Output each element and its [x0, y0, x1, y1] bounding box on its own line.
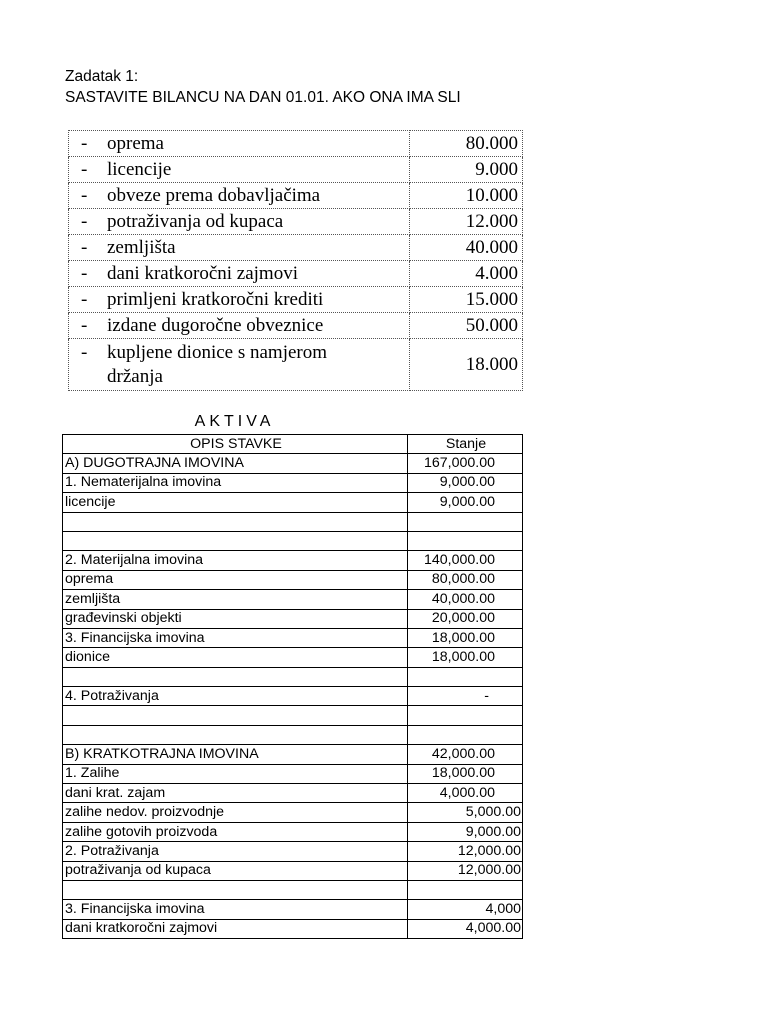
item-name: licencije — [107, 158, 172, 180]
item-dash: - — [81, 314, 88, 336]
table-row — [63, 725, 523, 744]
stanje-cell: 42,000.00 — [408, 745, 523, 764]
item-row — [69, 209, 523, 235]
table-row — [63, 570, 523, 589]
item-name: potraživanja od kupaca — [107, 210, 284, 232]
item-row — [69, 339, 523, 391]
opis-cell: oprema — [63, 570, 408, 589]
opis-cell: dani krat. zajam — [63, 784, 408, 803]
stanje-cell: 18,000.00 — [408, 764, 523, 783]
stanje-cell — [408, 880, 523, 899]
stanje-cell — [408, 725, 523, 744]
stanje-cell: 9,000.00 — [408, 493, 523, 512]
table-row — [63, 764, 523, 783]
item-row — [69, 131, 523, 157]
table-row — [63, 822, 523, 841]
stanje-cell: 9,000.00 — [408, 473, 523, 492]
stanje-cell: 20,000.00 — [408, 609, 523, 628]
opis-cell: potraživanja od kupaca — [63, 861, 408, 880]
opis-cell — [63, 880, 408, 899]
task-title: Zadatak 1: — [65, 68, 139, 85]
table-row — [63, 861, 523, 880]
item-dash: - — [81, 236, 88, 258]
stanje-cell: 4,000.00 — [408, 919, 523, 938]
table-row — [63, 842, 523, 861]
item-row — [69, 261, 523, 287]
stanje-cell: 9,000.00 — [408, 822, 523, 841]
stanje-cell: 18,000.00 — [408, 628, 523, 647]
stanje-cell: 80,000.00 — [408, 570, 523, 589]
item-value: 12.000 — [410, 209, 523, 235]
item-value: 4.000 — [410, 261, 523, 287]
opis-cell — [63, 667, 408, 686]
opis-cell — [63, 512, 408, 531]
stanje-cell — [408, 706, 523, 725]
item-name: izdane dugoročne obveznice — [107, 314, 324, 336]
opis-cell: licencije — [63, 493, 408, 512]
table-row — [63, 803, 523, 822]
item-name: primljeni kratkoročni krediti — [107, 288, 324, 310]
table-row — [63, 784, 523, 803]
opis-cell — [63, 706, 408, 725]
stanje-cell: 167,000.00 — [408, 454, 523, 473]
aktiva-heading: AKTIVA — [194, 413, 275, 430]
item-dash: - — [81, 158, 88, 180]
opis-cell: dionice — [63, 648, 408, 667]
item-name: kupljene dionice s namjerom — [107, 341, 328, 363]
stanje-cell: 40,000.00 — [408, 590, 523, 609]
opis-cell — [63, 531, 408, 550]
opis-cell: zemljišta — [63, 590, 408, 609]
item-value: 80.000 — [410, 131, 523, 157]
item-value: 50.000 — [410, 313, 523, 339]
stanje-cell: 140,000.00 — [408, 551, 523, 570]
opis-cell: 3. Financijska imovina — [63, 628, 408, 647]
table-row — [63, 590, 523, 609]
opis-cell: 2. Potraživanja — [63, 842, 408, 861]
item-row — [69, 235, 523, 261]
item-dash: - — [81, 184, 88, 206]
table-row — [63, 628, 523, 647]
table-row — [63, 609, 523, 628]
table-row — [63, 667, 523, 686]
item-dash: - — [81, 288, 88, 310]
opis-cell: A) DUGOTRAJNA IMOVINA — [63, 454, 408, 473]
item-value: 40.000 — [410, 235, 523, 261]
table-row — [63, 473, 523, 492]
item-name: oprema — [107, 132, 164, 154]
stanje-cell: 12,000.00 — [408, 842, 523, 861]
table-row — [63, 454, 523, 473]
opis-cell: 3. Financijska imovina — [63, 900, 408, 919]
opis-cell — [63, 725, 408, 744]
stanje-cell: 5,000.00 — [408, 803, 523, 822]
item-dash: - — [81, 210, 88, 232]
opis-cell: B) KRATKOTRAJNA IMOVINA — [63, 745, 408, 764]
table-row — [63, 648, 523, 667]
opis-cell: zalihe nedov. proizvodnje — [63, 803, 408, 822]
item-value: 15.000 — [410, 287, 523, 313]
opis-cell: građevinski objekti — [63, 609, 408, 628]
stanje-cell: 12,000.00 — [408, 861, 523, 880]
item-list-image — [68, 130, 523, 398]
column-header-stanje: Stanje — [408, 435, 523, 454]
stanje-cell: 4,000 — [408, 900, 523, 919]
opis-cell: 2. Materijalna imovina — [63, 551, 408, 570]
aktiva-table — [62, 434, 523, 939]
opis-cell: 1. Zalihe — [63, 764, 408, 783]
table-row — [63, 551, 523, 570]
table-row — [63, 900, 523, 919]
item-dash: - — [81, 262, 88, 284]
item-row — [69, 183, 523, 209]
task-instruction: SASTAVITE BILANCU NA DAN 01.01. AKO ONA IMA SLI — [65, 89, 461, 106]
item-row — [69, 313, 523, 339]
item-row — [69, 157, 523, 183]
item-name: zemljišta — [107, 236, 176, 258]
item-list-table — [68, 130, 523, 391]
table-row — [63, 706, 523, 725]
table-row — [63, 919, 523, 938]
item-name-continued: držanja — [107, 365, 163, 387]
opis-cell: dani kratkoročni zajmovi — [63, 919, 408, 938]
table-header-row — [63, 435, 523, 454]
item-dash: - — [81, 341, 88, 363]
opis-cell: zalihe gotovih proizvoda — [63, 822, 408, 841]
stanje-cell — [408, 667, 523, 686]
stanje-cell: 18,000.00 — [408, 648, 523, 667]
table-row — [63, 745, 523, 764]
item-name: dani kratkoročni zajmovi — [107, 262, 298, 284]
item-name: obveze prema dobavljačima — [107, 184, 321, 206]
item-value: 9.000 — [410, 157, 523, 183]
table-row — [63, 512, 523, 531]
stanje-cell: 4,000.00 — [408, 784, 523, 803]
stanje-cell — [408, 531, 523, 550]
item-row — [69, 287, 523, 313]
table-row — [63, 880, 523, 899]
column-header-opis: OPIS STAVKE — [63, 435, 408, 454]
item-value: 10.000 — [410, 183, 523, 209]
stanje-cell — [408, 512, 523, 531]
opis-cell: 1. Nematerijalna imovina — [63, 473, 408, 492]
stanje-cell: - — [408, 687, 523, 706]
item-value: 18.000 — [410, 339, 523, 391]
table-row — [63, 493, 523, 512]
table-row — [63, 687, 523, 706]
table-row — [63, 531, 523, 550]
opis-cell: 4. Potraživanja — [63, 687, 408, 706]
item-dash: - — [81, 132, 88, 154]
